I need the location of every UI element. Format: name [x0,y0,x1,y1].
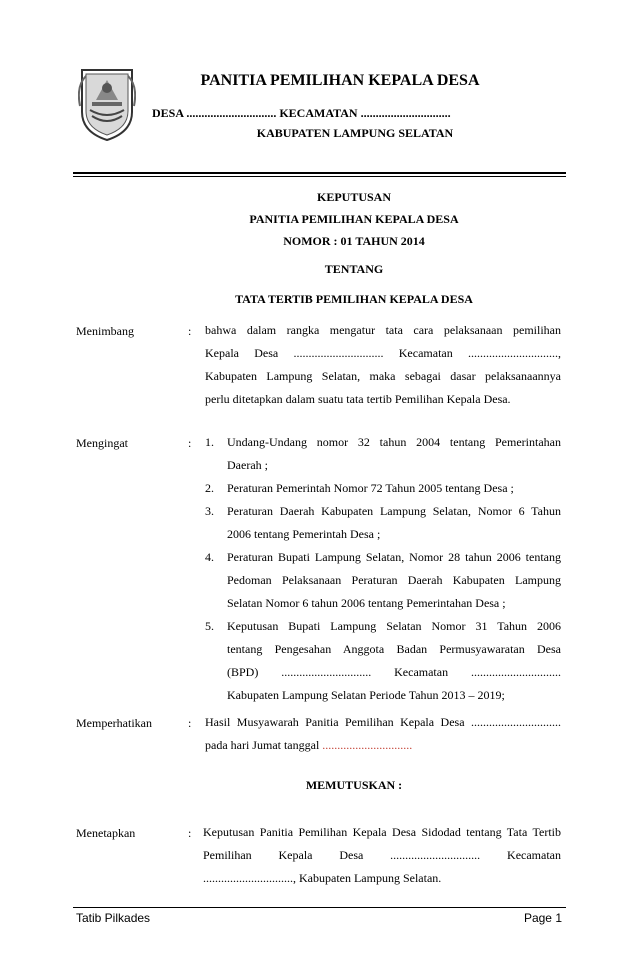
decree-number: NOMOR : 01 TAHUN 2014 [283,234,425,248]
item-number: 2. [205,481,214,495]
memperhatikan-line: Hasil Musyawarah Panitia Pemilihan Kepala Desa .............................. [205,715,561,729]
menetapkan-line: .............................., Kabupaten Lampung Selatan. [203,871,442,885]
footer-page-number: Page 1 [523,911,562,925]
footer-divider [73,907,566,908]
memperhatikan-line [205,734,561,757]
desa-kecamatan-line: DESA .............................. KECAMATAN .............................. [152,106,451,120]
menimbang-line: bahwa dalam rangka mengatur tata cara pelaksanaan pemilihan [205,323,561,337]
item-number: 1. [205,435,214,449]
item-line: 2006 tentang Pemerintah Desa ; [227,527,381,541]
menetapkan-line: Pemilihan Kepala Desa .............................. Kecamatan [203,848,561,862]
header-divider-thick [73,172,566,174]
memutuskan-heading: MEMUTUSKAN : [305,778,403,792]
date-prefix: pada hari Jumat tanggal [205,738,323,752]
menetapkan-text [203,821,561,890]
mengingat-item [205,477,561,500]
mengingat-colon: : [188,436,192,450]
item-line: Peraturan Pemerintah Nomor 72 Tahun 2005 tentang Desa ; [227,481,514,495]
item-line: Pedoman Pelaksanaan Peraturan Daerah Kabupaten Lampung [227,573,561,587]
item-line: Kabupaten Lampung Selatan Periode Tahun 2013 – 2019; [227,688,505,702]
decree-subject: TATA TERTIB PEMILIHAN KEPALA DESA [235,292,473,306]
decree-heading: KEPUTUSAN [316,190,391,204]
memperhatikan-text [205,711,561,757]
menimbang-line: Kabupaten Lampung Selatan, maka sebagai dasar pelaksanaannya [205,369,561,383]
menimbang-text [205,319,561,411]
footer-document-title: Tatib Pilkades [76,911,151,925]
item-line: (BPD) .............................. Kecamatan .............................. [227,665,561,679]
mengingat-item [205,546,561,615]
memperhatikan-colon: : [188,716,192,730]
menimbang-label: Menimbang [76,324,134,338]
header-divider-thin [73,176,566,177]
item-number: 5. [205,619,214,633]
date-placeholder: .............................. [322,738,413,752]
mengingat-list [205,431,561,707]
kabupaten-line: KABUPATEN LAMPUNG SELATAN [256,126,454,140]
menetapkan-colon: : [188,826,192,840]
item-number: 3. [205,504,214,518]
menimbang-line: perlu ditetapkan dalam suatu tata tertib Pemilihan Kepala Desa. [205,392,511,406]
item-line: Peraturan Daerah Kabupaten Lampung Selatan, Nomor 6 Tahun [227,504,561,518]
menetapkan-label: Menetapkan [76,826,136,840]
item-line: Peraturan Bupati Lampung Selatan, Nomor 28 tahun 2006 tentang [227,550,561,564]
mengingat-item [205,500,561,546]
item-line: Daerah ; [227,458,268,472]
item-line: Undang-Undang nomor 32 tahun 2004 tentang Pemerintahan [227,435,561,449]
mengingat-item [205,615,561,707]
menetapkan-line: Keputusan Panitia Pemilihan Kepala Desa Sidodad tentang Tata Tertib [203,825,561,839]
item-number: 4. [205,550,214,564]
decree-body: PANITIA PEMILIHAN KEPALA DESA [249,212,459,226]
decree-tentang: TENTANG [324,262,384,276]
memperhatikan-label: Memperhatikan [76,716,152,730]
menimbang-colon: : [188,324,192,338]
committee-title: PANITIA PEMILIHAN KEPALA DESA [200,72,480,89]
item-line: Keputusan Bupati Lampung Selatan Nomor 31 Tahun 2006 [227,619,561,633]
item-line: Selatan Nomor 6 tahun 2006 tentang Pemerintahan Desa ; [227,596,506,610]
mengingat-item [205,431,561,477]
item-line: tentang Pengesahan Anggota Badan Permusyawaratan Desa [227,642,561,656]
mengingat-label: Mengingat [76,436,128,450]
menimbang-line: Kepala Desa .............................. Kecamatan .............................., [205,346,561,360]
